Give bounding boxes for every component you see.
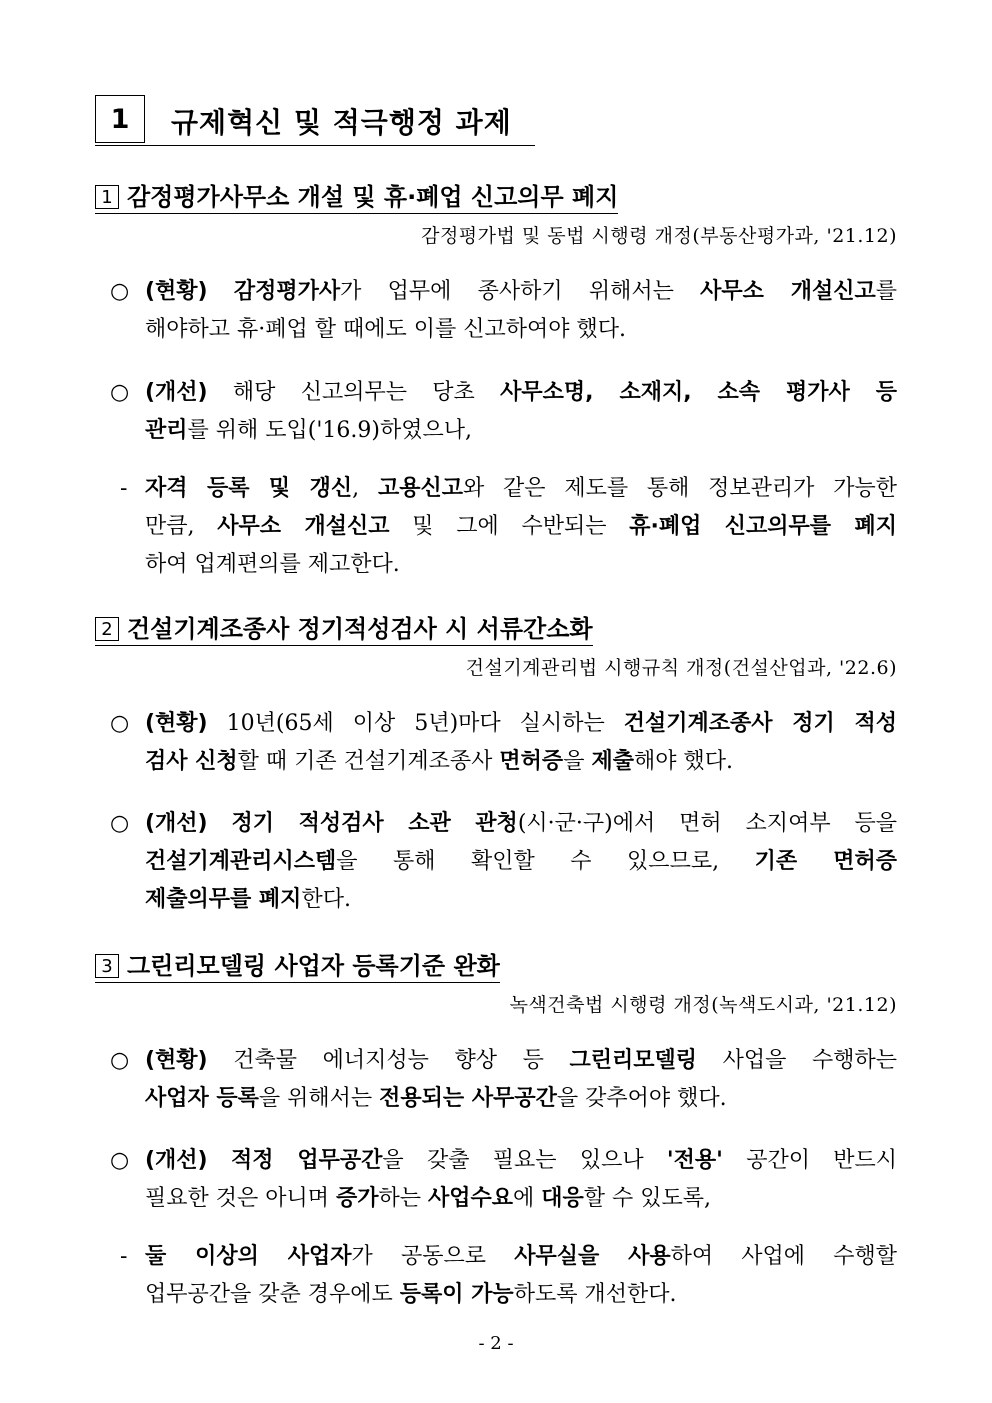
- dash-bullet-icon: -: [120, 1244, 128, 1269]
- dash-bullet-icon: -: [120, 476, 128, 501]
- circle-bullet-icon: ○: [110, 1048, 130, 1073]
- item-3-para-status: ○ (현황) 건축물 에너지성능 향상 등 그린리모델링 사업을 수행하는 사업자 등록을 위해서는 전용되는 사무공간을 갖추어야 했다.: [110, 1042, 897, 1118]
- section-header: [95, 95, 535, 146]
- item-2-para-improve: ○ (개선) 정기 적성검사 소관 관청(시·군·구)에서 면허 소지여부 등을 건설기계관리시스템을 통해 확인할 수 있으므로, 기존 면허증 제출의무를 폐지한다.: [110, 805, 897, 919]
- circle-bullet-icon: ○: [110, 380, 130, 405]
- item-1-title: [95, 182, 618, 214]
- section-title: 규제혁신 및 적극행정 과제: [171, 106, 512, 139]
- item-1-title-text: 감정평가사무소 개설 및 휴·폐업 신고의무 폐지: [127, 183, 619, 211]
- item-2-title: [95, 614, 593, 646]
- section-number: 1: [95, 95, 145, 143]
- item-3-title: [95, 951, 500, 983]
- item-3-law: 녹색건축법 시행령 개정(녹색도시과, '21.12): [509, 994, 897, 1016]
- item-3-para-detail: - 둘 이상의 사업자가 공동으로 사무실을 사용하여 사업에 수행할 업무공간을 갖춘 경우에도 등록이 가능하도록 개선한다.: [110, 1238, 897, 1314]
- item-1-para-improve: ○ (개선) 해당 신고의무는 당초 사무소명, 소재지, 소속 평가사 등 관리를 위해 도입('16.9)하였으나,: [110, 374, 897, 450]
- item-1-para-detail: - 자격 등록 및 갱신, 고용신고와 같은 제도를 통해 정보관리가 가능한 만큼, 사무소 개설신고 및 그에 수반되는 휴·폐업 신고의무를 폐지 하여 업계편의를 제고한다.: [110, 470, 897, 584]
- circle-bullet-icon: ○: [110, 279, 130, 304]
- circle-bullet-icon: ○: [110, 811, 130, 836]
- item-2-law: 건설기계관리법 시행규칙 개정(건설산업과, '22.6): [465, 657, 897, 679]
- item-1-law: 감정평가법 및 동법 시행령 개정(부동산평가과, '21.12): [421, 225, 897, 247]
- item-3-number: 3: [95, 954, 119, 978]
- item-3-para-improve: ○ (개선) 적정 업무공간을 갖출 필요는 있으나 '전용' 공간이 반드시 필요한 것은 아니며 증가하는 사업수요에 대응할 수 있도록,: [110, 1142, 897, 1218]
- circle-bullet-icon: ○: [110, 711, 130, 736]
- item-1-number: 1: [95, 185, 119, 209]
- page-number: - 2 -: [478, 1333, 514, 1354]
- item-2-number: 2: [95, 617, 119, 641]
- item-2-para-status: ○ (현황) 10년(65세 이상 5년)마다 실시하는 건설기계조종사 정기 적성 검사 신청할 때 기존 건설기계조종사 면허증을 제출해야 했다.: [110, 705, 897, 781]
- item-3-title-text: 그린리모델링 사업자 등록기준 완화: [127, 952, 500, 980]
- item-1-para-status: ○ (현황) 감정평가사가 업무에 종사하기 위해서는 사무소 개설신고를 해야하고 휴·폐업 할 때에도 이를 신고하여야 했다.: [110, 273, 897, 349]
- item-2-title-text: 건설기계조종사 정기적성검사 시 서류간소화: [127, 615, 593, 643]
- circle-bullet-icon: ○: [110, 1148, 130, 1173]
